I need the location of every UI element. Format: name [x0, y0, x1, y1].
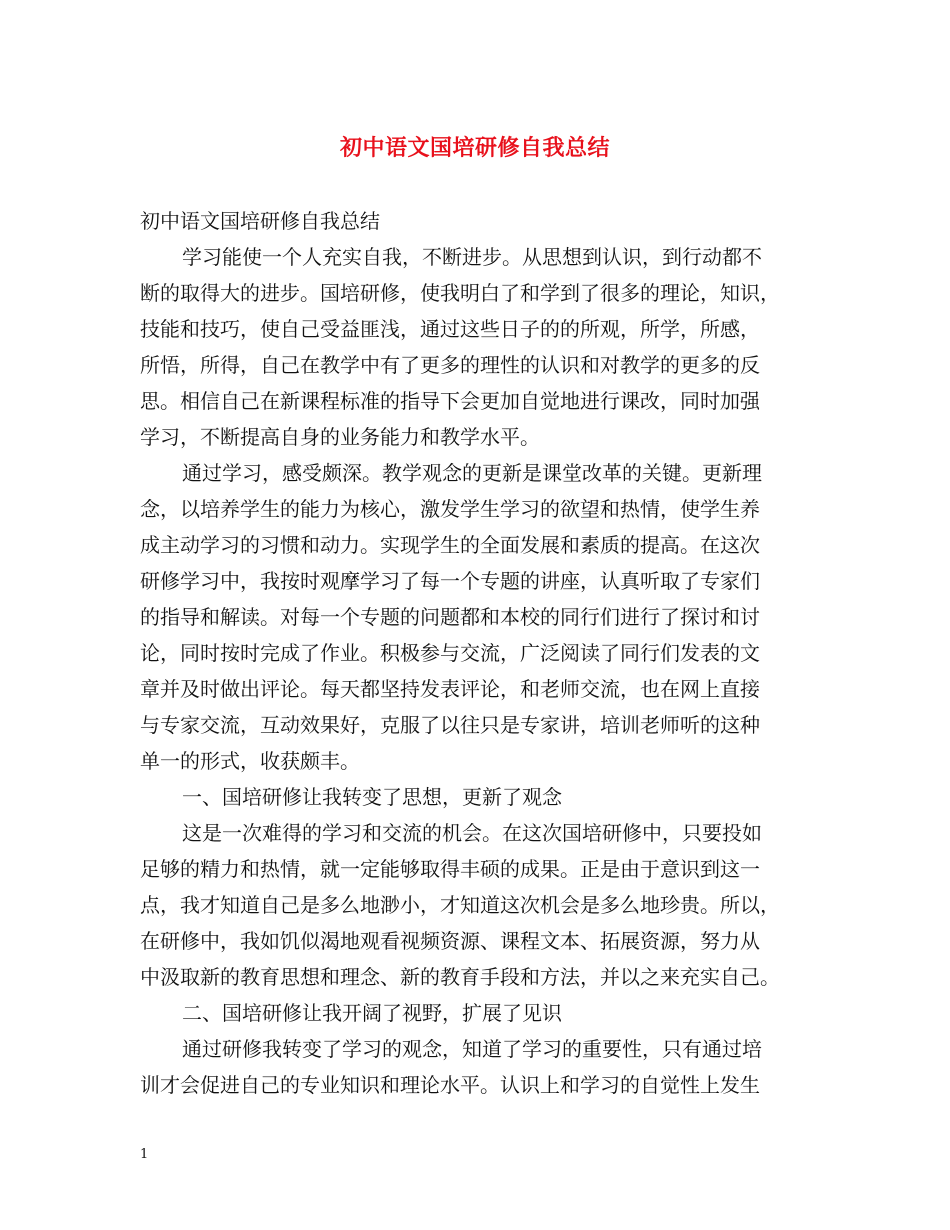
paragraph-line: 训才会促进自己的专业知识和理论水平。认识上和学习的自觉性上发生 [140, 1073, 760, 1097]
paragraph-line: 念，以培养学生的能力为核心，激发学生学习的欲望和热情，使学生养 [140, 497, 760, 521]
document-body [140, 239, 830, 1103]
paragraph-line: 论，同时按时完成了作业。积极参与交流，广泛阅读了同行们发表的文 [140, 641, 760, 665]
paragraph-line: 通过学习，感受颇深。教学观念的更新是课堂改革的关键。更新理 [182, 461, 762, 485]
document-subtitle: 初中语文国培研修自我总结 [140, 209, 380, 233]
paragraph-line: 通过研修我转变了学习的观念，知道了学习的重要性，只有通过培 [182, 1037, 762, 1061]
paragraph-line: 思。相信自己在新课程标准的指导下会更加自觉地进行课改，同时加强 [140, 389, 760, 413]
page-number: 1 [140, 1147, 149, 1162]
paragraph-line: 所悟，所得，自己在教学中有了更多的理性的认识和对教学的更多的反 [140, 353, 760, 377]
section-heading: 二、国培研修让我开阔了视野，扩展了见识 [182, 1001, 562, 1025]
paragraph-line: 点，我才知道自己是多么地渺小，才知道这次机会是多么地珍贵。所以， [140, 893, 780, 917]
paragraph-line: 的指导和解读。对每一个专题的问题都和本校的同行们进行了探讨和讨 [140, 605, 760, 629]
paragraph-line: 单一的形式，收获颇丰。 [140, 749, 360, 773]
section-heading: 一、国培研修让我转变了思想，更新了观念 [182, 785, 562, 809]
paragraph-line: 与专家交流，互动效果好，克服了以往只是专家讲，培训老师听的这种 [140, 713, 760, 737]
paragraph-line: 断的取得大的进步。国培研修，使我明白了和学到了很多的理论，知识， [140, 281, 780, 305]
paragraph-line: 中汲取新的教育思想和理念、新的教育手段和方法，并以之来充实自己。 [140, 965, 780, 989]
document-title: 初中语文国培研修自我总结 [339, 135, 610, 161]
paragraph-line: 这是一次难得的学习和交流的机会。在这次国培研修中，只要投如 [182, 821, 762, 845]
paragraph-line: 技能和技巧，使自己受益匪浅，通过这些日子的的所观，所学，所感， [140, 317, 760, 341]
paragraph-line: 在研修中，我如饥似渴地观看视频资源、课程文本、拓展资源，努力从 [140, 929, 760, 953]
paragraph-line: 足够的精力和热情，就一定能够取得丰硕的成果。正是由于意识到这一 [140, 857, 760, 881]
paragraph-line: 研修学习中，我按时观摩学习了每一个专题的讲座，认真听取了专家们 [140, 569, 760, 593]
paragraph-line: 成主动学习的习惯和动力。实现学生的全面发展和素质的提高。在这次 [140, 533, 760, 557]
paragraph-line: 学习，不断提高自身的业务能力和教学水平。 [140, 425, 540, 449]
paragraph-line: 学习能使一个人充实自我，不断进步。从思想到认识，到行动都不 [182, 245, 762, 269]
paragraph-line: 章并及时做出评论。每天都坚持发表评论，和老师交流，也在网上直接 [140, 677, 760, 701]
